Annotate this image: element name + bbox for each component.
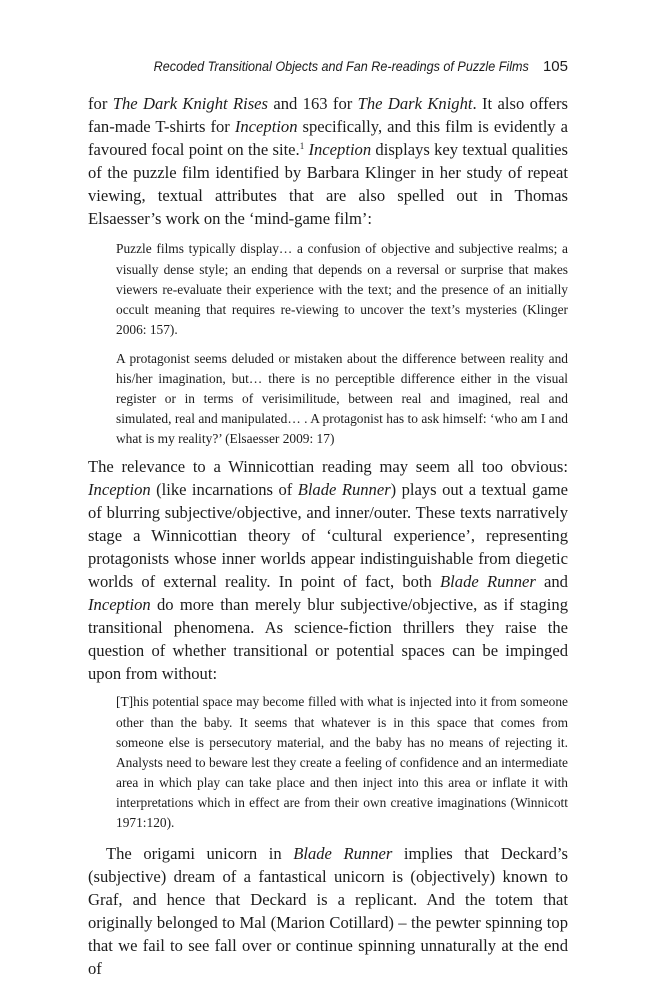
text-run: do more than merely blur subjective/objective, as if staging transitional phenomena. As science-fiction thrillers they raise the question of whether transitional or potential spaces can be impinged upon from without:	[88, 594, 568, 683]
film-title: Inception	[88, 594, 151, 614]
text-run: ) plays out a textual game of blurring subjective/objective, and inner/outer. These texts narratively stage a Winnicottian theory of ‘cultural experience’, representing protagonists whose inner worlds appear indistinguishable from diegetic worlds of external reality. In point of fact, both	[88, 480, 568, 591]
paragraph-2	[88, 456, 568, 685]
film-title: The Dark Knight	[357, 94, 473, 113]
film-title: Blade Runner	[297, 480, 391, 500]
text-run: displays key textual qualities of the puzzle film identified by Barbara Klinger in her study of repeat viewing, textual attributes that are also spelled out in Thomas Elsaesser’s work on the ‘mind-game film’:	[88, 139, 568, 228]
text-run: The relevance to a Winnicottian reading may seem all too obvious:	[88, 457, 568, 477]
text-run: for	[88, 94, 113, 113]
film-title: Inception	[308, 139, 372, 159]
text-run: and 163 for	[268, 94, 358, 113]
text-run: implies that Deckard’s (subjective) dream of a fantastical unicorn is (objectively) known to Graf, and hence that Deckard is a replicant. And the totem that originally belonged to Mal (Marion Cotillard) – the pewter spinning top that we fail to see fall over or continue spinning unnaturally at the end of	[88, 844, 568, 978]
paragraph-1	[88, 93, 568, 230]
block-quote-klinger: Puzzle films typically display… a confusion of objective and subjective realms; a visually dense style; an ending that depends on a reversal or surprise that makes viewers re-evaluate their experience with the text; and the presence of an initially occult meaning that requires re-viewing to uncover the text’s mysteries (Klinger 2006: 157).	[116, 241, 568, 337]
film-title: Inception	[88, 480, 151, 500]
page-body	[88, 93, 568, 981]
film-title: Blade Runner	[440, 571, 536, 591]
block-quote-elsaesser: A protagonist seems deluded or mistaken about the difference between reality and his/her imagination, but… there is no perceptible difference either in the visual register or in terms of verisimilitude, between real and imagined, real and simulated, real and manipulated… . A protagonist has to ask himself: ‘who am I and what is my reality?’ (Elsaesser 2009: 17)	[116, 350, 568, 447]
film-title: The Dark Knight Rises	[112, 94, 268, 113]
block-quote-winnicott: [T]his potential space may become filled with what is injected into it from someone other than the baby. It seems that whatever is in this space that comes from someone else is persecutory material, and the baby has no means of rejecting it. Analysts need to beware lest they create a feeling of confidence and an intermediate area in which play can take place and then inject into this area or inflate it with interpretations which in effect are from their own creative imaginations (Winnicott 1971:120).	[116, 694, 568, 830]
footnote-marker[interactable]: 1	[299, 140, 305, 151]
paragraph-3	[88, 843, 568, 980]
running-title: Recoded Transitional Objects and Fan Re-readings of Puzzle Films	[153, 58, 529, 74]
running-head	[88, 58, 568, 78]
text-run: and	[535, 571, 568, 591]
text-run: . It also offers fan-made T-shirts for	[88, 94, 568, 136]
film-title: Blade Runner	[293, 844, 393, 864]
text-run: (like incarnations of	[150, 480, 298, 500]
page-number: 105	[542, 58, 568, 75]
text-run: specifically, and this film is evidently a favoured focal point on the site.	[88, 116, 568, 159]
text-run: The origami unicorn in	[106, 844, 294, 864]
film-title: Inception	[234, 116, 298, 136]
